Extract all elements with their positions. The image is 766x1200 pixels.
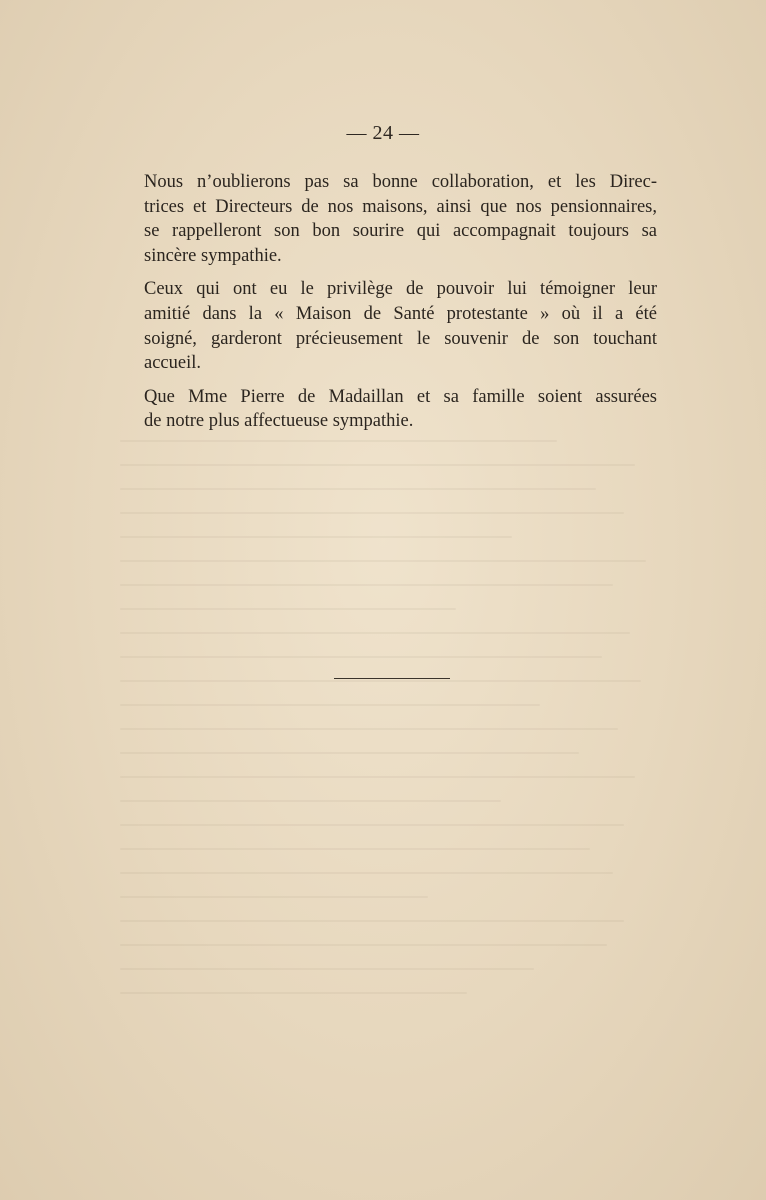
body-text: [144, 170, 657, 443]
text-line: se rappelleront son bon sourire qui accompagnait toujours sa: [144, 221, 657, 242]
text-line: Ceux qui ont eu le privilège de pouvoir lui témoigner leur: [144, 279, 657, 300]
text-line: Que Mme Pierre de Madaillan et sa famille soient assurées: [144, 386, 657, 407]
text-line: amitié dans la « Maison de Santé protestante » où il a été: [144, 303, 657, 324]
text-line: de notre plus affectueuse sympathie.: [144, 411, 414, 432]
text-line: soigné, garderont précieusement le souvenir de son touchant: [144, 328, 657, 349]
paragraph: [144, 385, 657, 434]
paragraph: [144, 277, 657, 375]
paragraph: [144, 170, 657, 268]
text-line: sincère sympathie.: [144, 245, 282, 266]
show-through-texture: [120, 440, 680, 1060]
page-number: — 24 —: [346, 122, 420, 144]
text-line: accueil.: [144, 353, 201, 374]
section-divider: [334, 678, 450, 679]
text-line: trices et Directeurs de nos maisons, ainsi que nos pensionnaires,: [144, 196, 657, 217]
text-line: Nous n’oublierons pas sa bonne collaboration, et les Direc-: [144, 172, 657, 192]
